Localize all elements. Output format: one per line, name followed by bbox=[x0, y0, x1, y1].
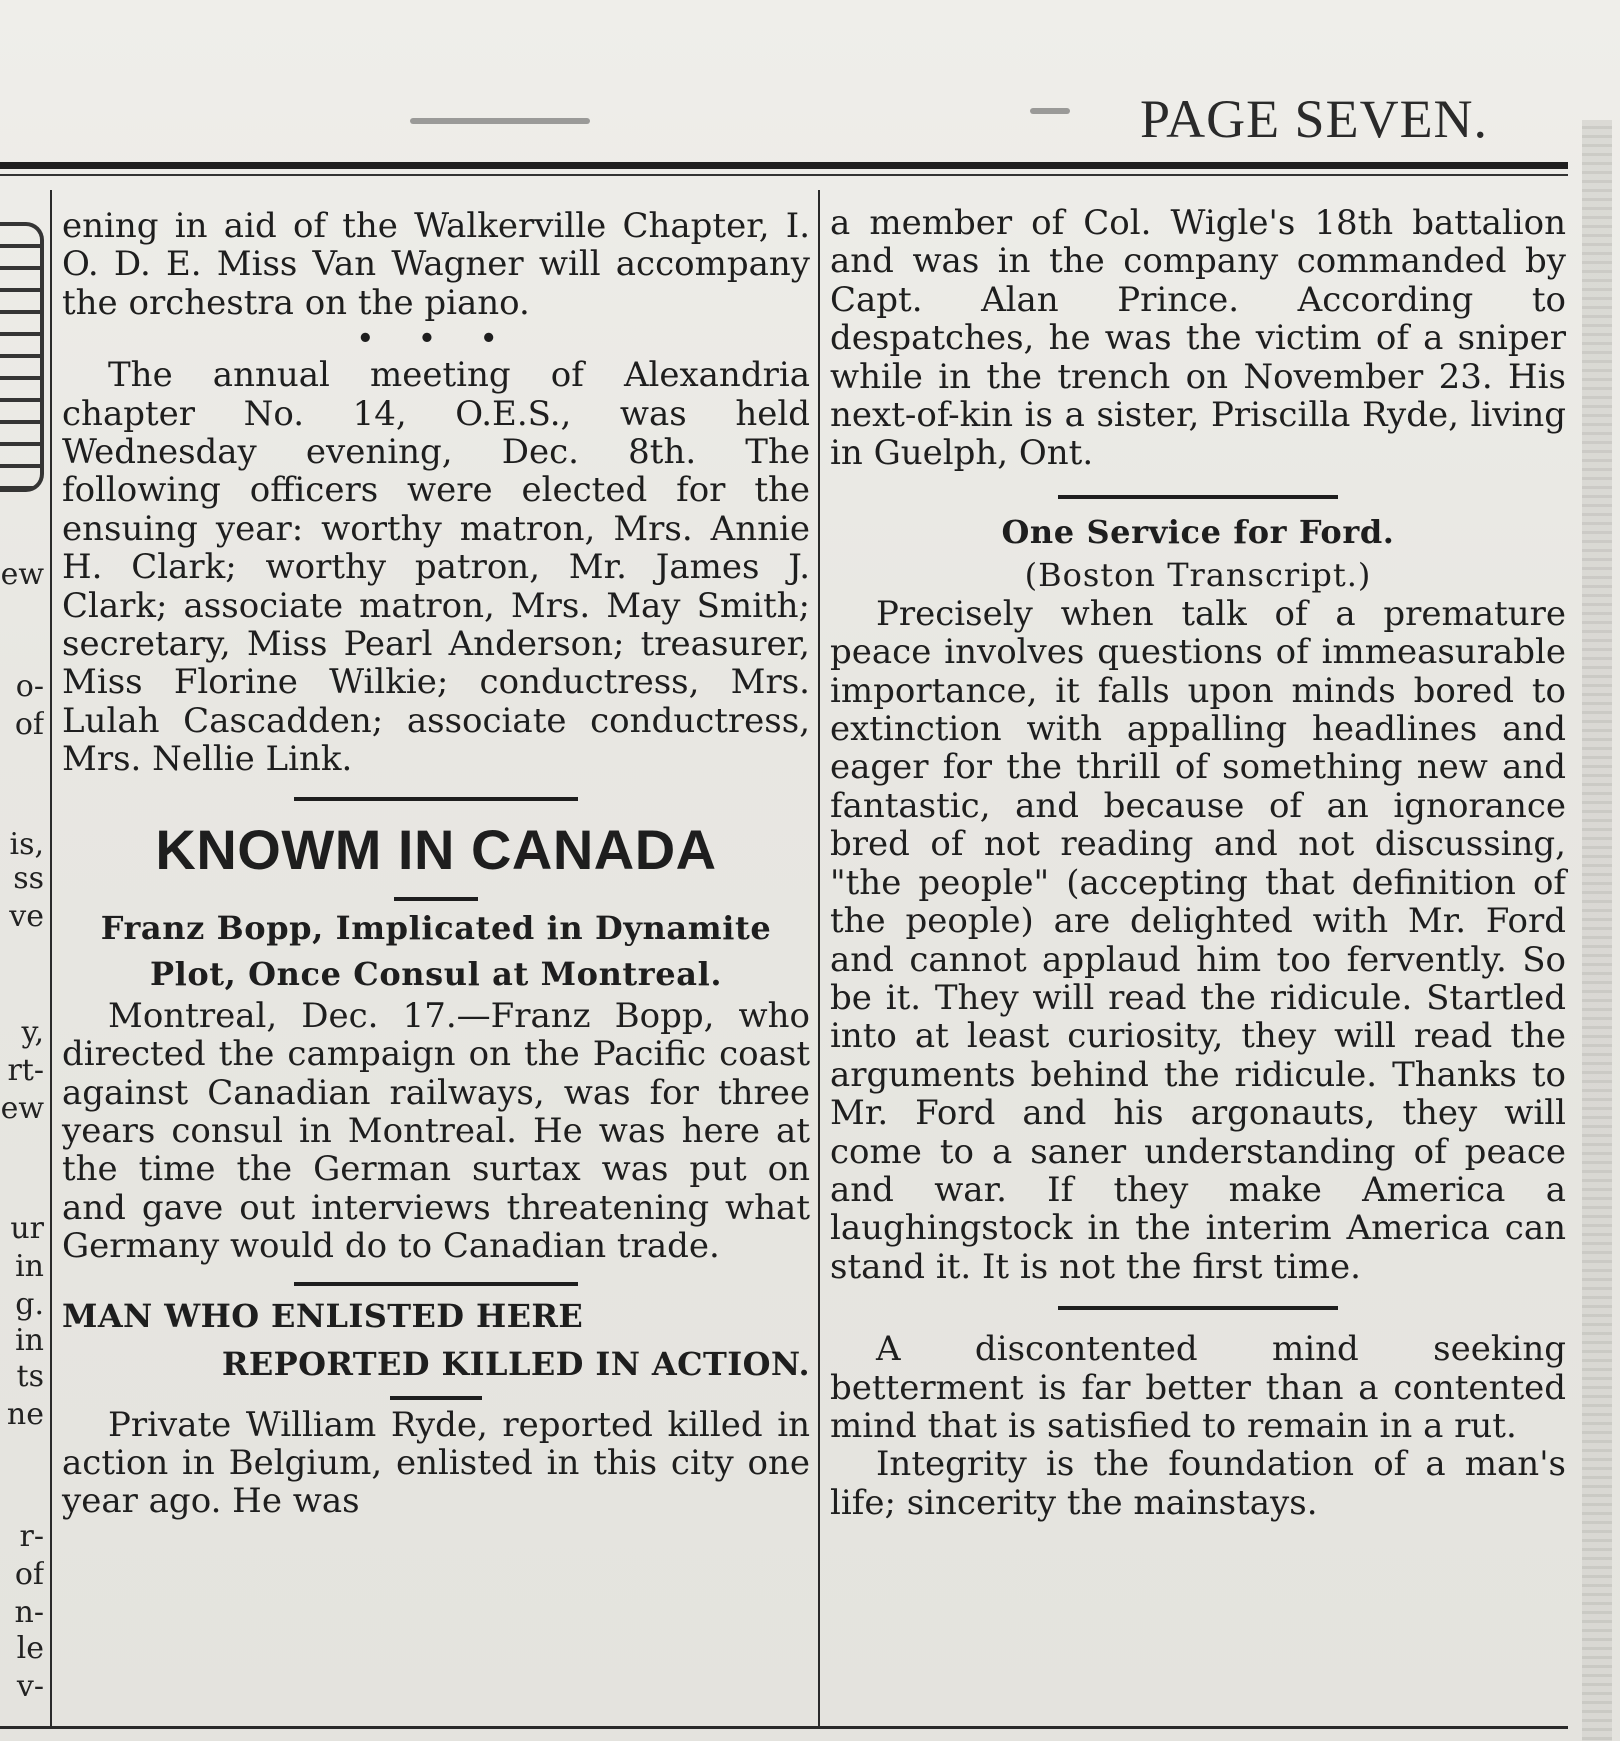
bottom-rule bbox=[0, 1726, 1568, 1729]
headline-reported-killed: REPORTED KILLED IN ACTION. bbox=[221, 1344, 810, 1383]
fragment-line: of bbox=[14, 708, 44, 742]
separator-dots: • • • bbox=[357, 324, 515, 355]
header-smudge bbox=[1030, 108, 1070, 114]
fragment-line: o- bbox=[15, 670, 44, 704]
paragraph-ryde-continued: a member of Col. Wigle's 18th battalion and was in the company commanded by Capt. Alan Prince. According to despatches, he was the victim of a sniper while in the trench on November 23. His next-of-kin is a sister, Priscilla Ryde, living in Guelph, Ont. bbox=[830, 203, 1566, 474]
column-divider-left bbox=[50, 190, 52, 1726]
fragment-line: ew bbox=[0, 1092, 44, 1126]
headline-man-who-enlisted: MAN WHO ENLISTED HERE bbox=[62, 1296, 584, 1335]
paragraph-william-ryde: Private William Ryde, reported killed in action in Belgium, enlisted in this city one year ago. He was bbox=[62, 1404, 810, 1522]
fragment-line: ew bbox=[0, 558, 44, 592]
right-column bbox=[830, 204, 1566, 1522]
paragraph-franz-bopp: Montreal, Dec. 17.—Franz Bopp, who directed the campaign on the Pacific coast against Canadian railways, was for three years consul in Montreal. He was here at the time the German surtax was put on and gave out interviews threatening what Germany would do to Canadian trade. bbox=[62, 995, 810, 1267]
fragment-line: ne bbox=[6, 1398, 44, 1432]
paragraph-oes-meeting: The annual meeting of Alexandria chapter No. 14, O.E.S., was held Wednesday evening, Dec. 8th. The following officers were elected for the ensuing year: worthy matron, Mrs. Annie H. Clark; worthy patron, Mr. James J. Clark; associate matron, Mrs. May Smith; secretary, Miss Pearl Anderson; treasurer, Miss Florine Wilkie; conductress, Mrs. Lulah Cascadden; associate conductress, Mrs. Nellie Link. bbox=[62, 355, 810, 780]
fragment-line: ts bbox=[16, 1360, 44, 1394]
paragraph-walkerville: ening in aid of the Walkerville Chapter, I. O. D. E. Miss Van Wagner will accompany the orchestra on the piano. bbox=[62, 206, 810, 323]
fragment-line: r- bbox=[19, 1520, 44, 1554]
section-rule bbox=[1058, 495, 1338, 499]
source-credit: (Boston Transcript.) bbox=[1024, 555, 1372, 594]
fragment-line: le bbox=[16, 1632, 44, 1666]
paragraph-discontented-mind: A discontented mind seeking betterment is far better than a contented mind that is satisfied to remain in a rut. bbox=[830, 1329, 1566, 1446]
fragment-line: of bbox=[14, 1558, 44, 1592]
headline-rule bbox=[394, 897, 478, 901]
column-divider-right bbox=[818, 190, 820, 1726]
paragraph-ford-editorial: Precisely when talk of a premature peace involves questions of immeasurable importance, it falls upon minds bored to extinction with appalling headlines and eager for the thrill of something new and fantastic, and because of an ignorance bred of not reading and not discussing, "the people" (accepting that definition of the people) are delighted with Mr. Ford and cannot applaud him too fervently. So be it. They will read the ridicule. Startled into at least curiosity, they will read the arguments behind the ridicule. Thanks to Mr. Ford and his argonauts, they will come to a saner understanding of peace and war. If they make America a laughingstock in the interim America can stand it. It is not the first time. bbox=[830, 593, 1566, 1287]
section-rule bbox=[294, 797, 578, 801]
fragment-line: y, bbox=[21, 1016, 44, 1050]
section-rule bbox=[1058, 1306, 1338, 1310]
top-rule bbox=[0, 162, 1568, 169]
fragment-line: ur bbox=[10, 1212, 44, 1246]
header-smudge bbox=[410, 118, 590, 124]
middle-column bbox=[62, 207, 810, 1521]
fragment-line: rt- bbox=[7, 1054, 44, 1088]
page-edge bbox=[1582, 120, 1612, 1741]
fragment-line: ss bbox=[13, 862, 44, 896]
fragment-line: n- bbox=[14, 1596, 44, 1630]
fragment-line: is, bbox=[9, 828, 44, 862]
subhead-franz-bopp: Franz Bopp, Implicated in Dynamite Plot, Once Consul at Montreal. bbox=[100, 908, 772, 993]
section-rule bbox=[294, 1282, 578, 1286]
fragment-line: in bbox=[15, 1250, 44, 1284]
paragraph-integrity: Integrity is the foundation of a man's life; sincerity the mainstays. bbox=[830, 1444, 1566, 1523]
fragment-line: in bbox=[15, 1324, 44, 1358]
brace-ornament bbox=[0, 222, 44, 492]
headline-rule bbox=[390, 1396, 482, 1400]
fragment-line: v- bbox=[16, 1670, 44, 1704]
top-rule-thin bbox=[0, 174, 1568, 176]
headline-known-in-canada: KNOWM IN CANADA bbox=[155, 817, 717, 881]
fragment-line: ve bbox=[9, 900, 44, 934]
page-number-label: PAGE SEVEN. bbox=[1140, 89, 1489, 149]
fragment-line: g. bbox=[15, 1288, 44, 1322]
headline-one-service-for-ford: One Service for Ford. bbox=[1001, 512, 1395, 551]
